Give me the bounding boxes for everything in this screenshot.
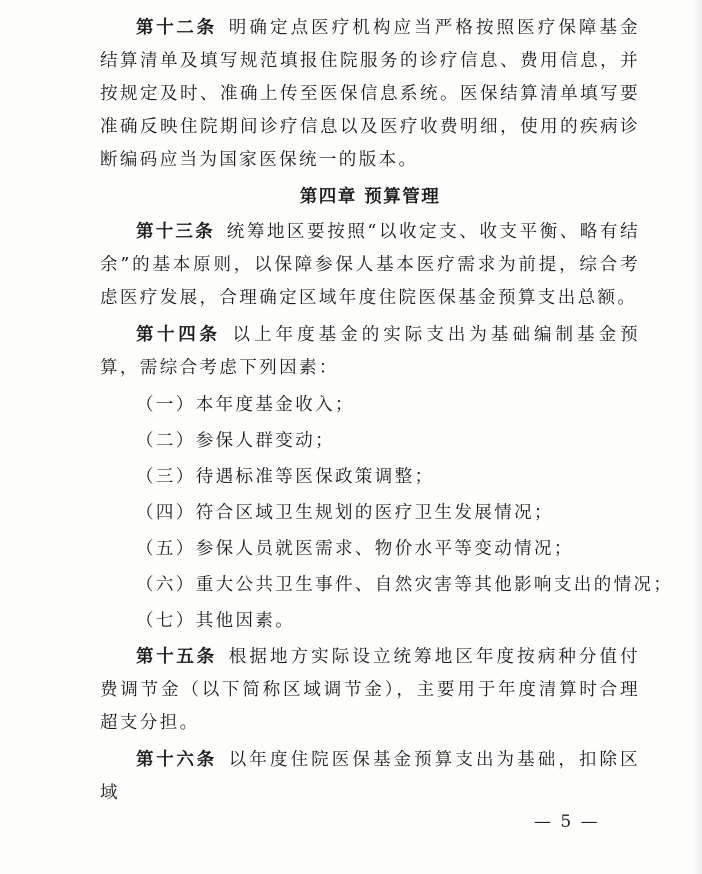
article-number: 第十四条 bbox=[136, 325, 221, 345]
page-edge-shadow bbox=[692, 0, 702, 874]
article-text: 根据地方实际设立统筹地区年度按病种分值付费调节金（以下简称区域调节金），主要用于年度清算时合理超支分担。 bbox=[100, 647, 641, 733]
article-number: 第十二条 bbox=[136, 18, 217, 38]
factor-item: （四）符合区域卫生规划的医疗卫生发展情况； bbox=[136, 503, 554, 523]
article-12 bbox=[100, 12, 640, 177]
article-text: 以上年度基金的实际支出为基础编制基金预算，需综合考虑下列因素： bbox=[100, 325, 640, 378]
article-number: 第十六条 bbox=[136, 750, 217, 770]
factor-item: （三）待遇标准等医保政策调整； bbox=[136, 467, 435, 487]
article-text: 明确定点医疗机构应当严格按照医疗保障基金结算清单及填写规范填报住院服务的诊疗信息、费用信息，并按规定及时、准确上传至医保信息系统。医保结算清单填写要准确反映住院期间诊疗信息以及医疗收费明细，使用的疾病诊断编码应当为国家医保统一的版本。 bbox=[100, 18, 641, 170]
page-number: — 5 — bbox=[534, 812, 600, 832]
chapter-heading: 第四章 预算管理 bbox=[299, 187, 441, 207]
article-16 bbox=[100, 744, 640, 810]
factor-item: （六）重大公共卫生事件、自然灾害等其他影响支出的情况； bbox=[136, 575, 674, 595]
factor-item: （五）参保人员就医需求、物价水平等变动情况； bbox=[136, 539, 574, 559]
factor-item: （七）其他因素。 bbox=[136, 611, 296, 631]
article-number: 第十五条 bbox=[136, 647, 217, 667]
factor-item: （一）本年度基金收入； bbox=[136, 395, 355, 415]
article-15 bbox=[100, 641, 640, 740]
article-text: 以年度住院医保基金预算支出为基础，扣除区域 bbox=[100, 750, 641, 803]
article-13 bbox=[100, 216, 640, 315]
article-text: 统筹地区要按照“以收定支、收支平衡、略有结余”的基本原则，以保障参保人基本医疗需求为前提，综合考虑医疗发展，合理确定区域年度住院医保基金预算支出总额。 bbox=[100, 222, 640, 308]
document-body bbox=[100, 12, 674, 814]
factor-item: （二）参保人群变动； bbox=[136, 431, 335, 451]
article-14 bbox=[100, 319, 640, 385]
article-number: 第十三条 bbox=[136, 222, 215, 242]
